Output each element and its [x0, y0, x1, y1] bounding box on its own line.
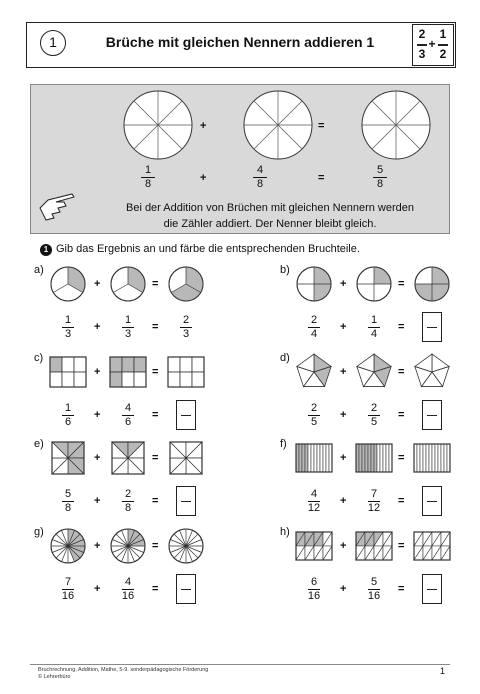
equals-operator: = [398, 495, 405, 507]
plus-operator: + [340, 452, 347, 464]
rule-line-1: Bei der Addition von Brüchen mit gleichen Nennern werden [125, 202, 414, 214]
sheet-number: 1 [40, 30, 66, 56]
addend-1-fraction: 4 12 [307, 488, 321, 514]
equals-operator: = [152, 452, 159, 464]
answer-box[interactable] [176, 400, 196, 430]
answer-box[interactable] [422, 486, 442, 516]
answer-box[interactable] [176, 574, 196, 604]
exercise-figure-3[interactable] [169, 267, 203, 301]
exercise-figure-1[interactable] [297, 354, 331, 387]
plus-operator: + [340, 409, 347, 421]
plus-operator: + [94, 409, 101, 421]
example-plus: + [200, 120, 207, 132]
task-instruction: 1 Gib das Ergebnis an und färbe die entsprechenden Bruchteile. [40, 243, 360, 256]
addend-1-fraction: 6 16 [307, 576, 321, 602]
exercise-figure-3[interactable] [415, 267, 449, 301]
plus-operator: + [94, 452, 101, 464]
equals-operator: = [398, 366, 405, 378]
page-number: 1 [440, 666, 446, 676]
addend-2-fraction: 1 4 [366, 314, 382, 341]
plus-operator: + [340, 540, 347, 552]
exercise-figure-1[interactable] [52, 442, 84, 474]
equals-operator: = [152, 540, 159, 552]
equals-operator: = [398, 452, 405, 464]
answer-box[interactable] [422, 574, 442, 604]
equals-operator: = [398, 540, 405, 552]
plus-operator: + [340, 321, 347, 333]
plus-operator: + [94, 583, 101, 595]
addend-1-fraction: 5 8 [60, 488, 76, 515]
example-fraction-1: 1 8 [138, 164, 158, 191]
example-equals-2: = [318, 172, 325, 184]
exercise-figure-1[interactable] [296, 444, 332, 472]
plus-operator: + [340, 495, 347, 507]
exercise-figure-2[interactable] [357, 354, 391, 387]
addend-2-fraction: 2 8 [120, 488, 136, 515]
plus-operator: + [94, 321, 101, 333]
exercise-label: h) [280, 526, 290, 538]
result-fraction: 2 3 [178, 314, 194, 341]
exercise-figure-3[interactable] [168, 357, 204, 387]
example-fraction-3: 5 8 [370, 164, 390, 191]
exercise-figure-2[interactable] [111, 529, 145, 563]
exercise-figure-2[interactable] [357, 267, 391, 301]
plus-operator: + [94, 366, 101, 378]
exercise-figure-3[interactable] [170, 442, 202, 474]
exercise-label: a) [34, 264, 44, 276]
exercise-figure-2[interactable] [356, 444, 392, 472]
exercise-figure-1[interactable] [51, 529, 85, 563]
example-fraction-2: 4 8 [250, 164, 270, 191]
exercise-figure-3[interactable] [169, 529, 203, 563]
addend-1-fraction: 2 5 [306, 402, 322, 429]
addend-2-fraction: 2 5 [366, 402, 382, 429]
plus-operator: + [94, 495, 101, 507]
plus-operator: + [94, 278, 101, 290]
exercise-label: f) [280, 438, 287, 450]
exercise-figure-2[interactable] [112, 442, 144, 474]
equals-operator: = [152, 583, 159, 595]
answer-box[interactable] [176, 486, 196, 516]
plus-operator: + [340, 583, 347, 595]
equals-operator: = [152, 366, 159, 378]
page-title: Brüche mit gleichen Nennern addieren 1 [105, 34, 375, 50]
equals-operator: = [152, 409, 159, 421]
addend-2-fraction: 5 16 [367, 576, 381, 602]
addend-1-fraction: 1 3 [60, 314, 76, 341]
exercise-figure-1[interactable] [296, 532, 332, 560]
equals-operator: = [152, 321, 159, 333]
addend-1-fraction: 2 4 [306, 314, 322, 341]
addend-1-fraction: 7 16 [61, 576, 75, 602]
exercise-figure-2[interactable] [111, 267, 145, 301]
example-plus-2: + [200, 172, 207, 184]
task-number: 1 [40, 244, 52, 256]
plus-operator: + [340, 366, 347, 378]
example-equals: = [318, 120, 325, 132]
equals-operator: = [398, 583, 405, 595]
logo-operator: + [428, 37, 436, 51]
equals-operator: = [398, 321, 405, 333]
exercise-figure-2[interactable] [356, 532, 392, 560]
logo-a-denominator: 3 [418, 47, 426, 61]
exercise-figure-3[interactable] [414, 444, 450, 472]
exercise-label: b) [280, 264, 290, 276]
addend-2-fraction: 7 12 [367, 488, 381, 514]
exercise-figure-3[interactable] [415, 354, 449, 387]
exercise-figure-2[interactable] [110, 357, 146, 387]
exercise-label: c) [34, 352, 44, 364]
logo-b-denominator: 2 [439, 47, 447, 61]
exercise-label: g) [34, 526, 44, 538]
exercise-label: d) [280, 352, 290, 364]
addend-2-fraction: 4 6 [120, 402, 136, 429]
addend-1-fraction: 1 6 [60, 402, 76, 429]
exercise-figure-3[interactable] [414, 532, 450, 560]
plus-operator: + [340, 278, 347, 290]
addend-2-fraction: 1 3 [120, 314, 136, 341]
exercise-figure-1[interactable] [297, 267, 331, 301]
logo-a-numerator: 2 [418, 27, 426, 41]
answer-box[interactable] [422, 400, 442, 430]
equals-operator: = [152, 278, 159, 290]
equals-operator: = [152, 495, 159, 507]
footer-divider [30, 664, 450, 665]
addend-2-fraction: 4 16 [121, 576, 135, 602]
footer-credit: Bruchrechnung, Addition, Mathe, 5-9. sonderpädagogische Förderung © Lehrerbüro [38, 667, 209, 680]
exercise-label: e) [34, 438, 44, 450]
exercise-figure-1[interactable] [51, 267, 85, 301]
exercise-figure-1[interactable] [50, 357, 86, 387]
plus-operator: + [94, 540, 101, 552]
equals-operator: = [398, 278, 405, 290]
logo-b-numerator: 1 [439, 27, 447, 41]
answer-box[interactable] [422, 312, 442, 342]
equals-operator: = [398, 409, 405, 421]
rule-line-2: die Zähler addiert. Der Nenner bleibt gleich. [163, 218, 377, 230]
